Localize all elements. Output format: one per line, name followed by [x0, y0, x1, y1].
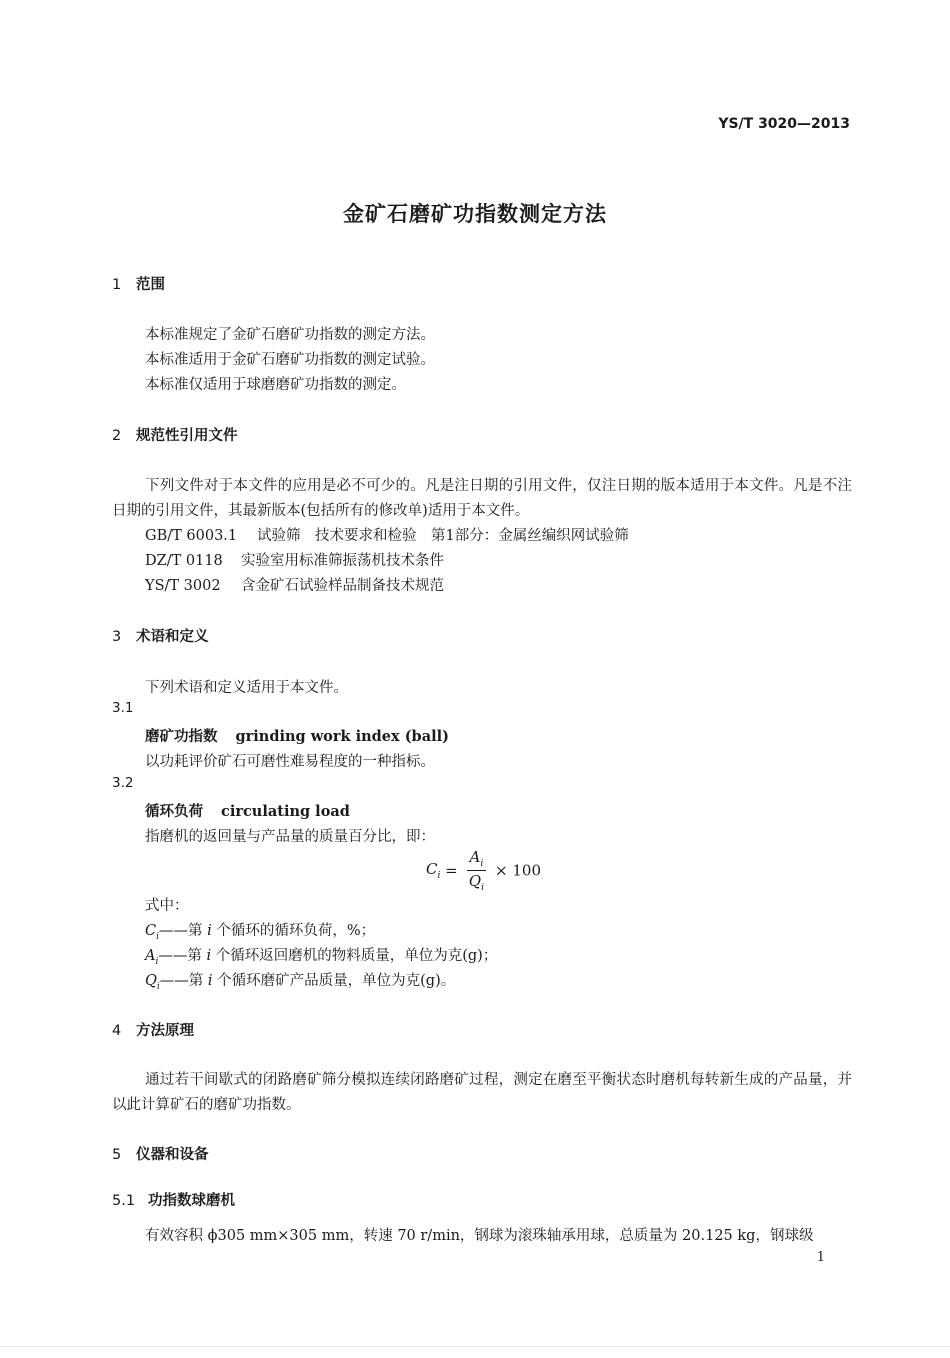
reference-title: 实验室用标准筛振荡机技术条件	[241, 553, 444, 569]
section-number: 4	[112, 1023, 122, 1039]
section-number: 1	[112, 277, 122, 293]
standard-code: YS/T 3020—2013	[718, 116, 850, 132]
section-2-heading	[112, 424, 238, 445]
term-cn: 循环负荷	[145, 803, 203, 820]
variable-sub: i	[156, 981, 160, 992]
subsection-title: 功指数球磨机	[148, 1193, 235, 1209]
term-number: 3.2	[112, 775, 134, 791]
method-principle-text: 通过若干间歇式的闭路磨矿筛分模拟连续闭路磨矿过程，测定在磨至平衡状态时磨机每转新生成的产品量，并以此计算矿石的磨矿功指数。	[112, 1072, 852, 1113]
term-heading	[145, 800, 350, 821]
variable-dash: ——	[159, 923, 188, 939]
section-number: 5	[112, 1147, 122, 1163]
terms-intro: 下列术语和定义适用于本文件。	[145, 680, 348, 696]
term-heading	[145, 725, 449, 746]
formula-denominator: Q	[468, 872, 482, 890]
variable-i: i	[207, 923, 212, 939]
scope-line-2: 本标准适用于金矿石磨矿功指数的测定试验。	[145, 352, 435, 368]
reference-item	[145, 574, 444, 595]
variable-desc: 第	[187, 948, 202, 964]
variable-desc: 个循环的循环负荷，%；	[216, 923, 376, 939]
equipment-text: 有效容积 ϕ305 mm×305 mm，转速 70 r/min，钢球为滚珠轴承用球，总质量为 20.125 kg，钢球级	[145, 1228, 814, 1244]
section-5-heading	[112, 1143, 209, 1164]
scope-line-3: 本标准仅适用于球磨磨矿功指数的测定。	[145, 377, 406, 393]
formula-equals: =	[445, 861, 458, 880]
variable-i: i	[206, 948, 212, 964]
formula-sub: i	[437, 871, 441, 881]
variable-desc: 第	[188, 973, 204, 989]
term-en: circulating load	[221, 803, 350, 820]
section-title: 规范性引用文件	[136, 428, 238, 444]
where-label: 式中：	[145, 898, 189, 914]
formula-lhs: C	[426, 860, 438, 878]
variable-symbol: A	[145, 948, 156, 964]
reference-title: 试验筛 技术要求和检验 第1部分：金属丝编织网试验筛	[257, 528, 629, 544]
variable-dash: ——	[158, 948, 188, 964]
formula-fraction	[467, 848, 487, 893]
variable-symbol: Q	[145, 973, 157, 989]
document-title: 金矿石磨矿功指数测定方法	[343, 202, 607, 226]
reference-item	[145, 524, 629, 545]
section-3-heading	[112, 625, 209, 646]
section-4-heading	[112, 1019, 194, 1040]
variable-definition	[145, 919, 375, 942]
formula-multiplier: × 100	[495, 861, 541, 880]
reference-item	[145, 549, 444, 570]
variable-sub: i	[155, 956, 159, 967]
section-number: 3	[112, 629, 122, 645]
section-title: 范围	[136, 277, 165, 293]
variable-desc: 第	[188, 923, 203, 939]
reference-code: GB/T 6003.1	[145, 528, 238, 544]
section-title: 术语和定义	[136, 629, 209, 645]
section-title: 方法原理	[136, 1023, 194, 1039]
term-definition: 以功耗评价矿石可磨性难易程度的一种指标。	[145, 754, 435, 770]
subsection-5-1-heading	[112, 1189, 235, 1210]
variable-definition	[145, 944, 497, 967]
reference-title: 含金矿石试验样品制备技术规范	[241, 578, 444, 594]
page-bottom-divider	[0, 1346, 950, 1347]
formula-sub: i	[481, 883, 484, 893]
variable-dash: ——	[159, 973, 189, 989]
section-1-heading	[112, 273, 165, 294]
scope-line-1: 本标准规定了金矿石磨矿功指数的测定方法。	[145, 327, 435, 343]
term-en: grinding work index (ball)	[235, 728, 449, 745]
section-number: 2	[112, 428, 122, 444]
variable-sub: i	[156, 931, 159, 942]
term-definition: 指磨机的返回量与产品量的质量百分比，即：	[145, 829, 435, 845]
circulating-load-formula	[426, 848, 541, 893]
term-number: 3.1	[112, 700, 134, 716]
reference-code: YS/T 3002	[145, 578, 221, 594]
page-number: 1	[816, 1250, 825, 1265]
variable-symbol: C	[145, 923, 157, 939]
reference-code: DZ/T 0118	[145, 553, 223, 569]
variable-desc: 个循环磨矿产品质量，单位为克(g)。	[217, 973, 456, 989]
section-title: 仪器和设备	[136, 1147, 209, 1163]
variable-desc: 个循环返回磨机的物料质量，单位为克(g)；	[215, 948, 498, 964]
formula-numerator: A	[469, 848, 481, 866]
references-intro: 下列文件对于本文件的应用是必不可少的。凡是注日期的引用文件，仅注日期的版本适用于本文件。凡是不注日期的引用文件，其最新版本(包括所有的修改单)适用于本文件。	[112, 478, 852, 519]
variable-i: i	[207, 973, 213, 989]
term-cn: 磨矿功指数	[145, 728, 218, 745]
formula-sub: i	[480, 859, 484, 869]
variable-definition	[145, 969, 455, 992]
subsection-number: 5.1	[112, 1193, 136, 1209]
